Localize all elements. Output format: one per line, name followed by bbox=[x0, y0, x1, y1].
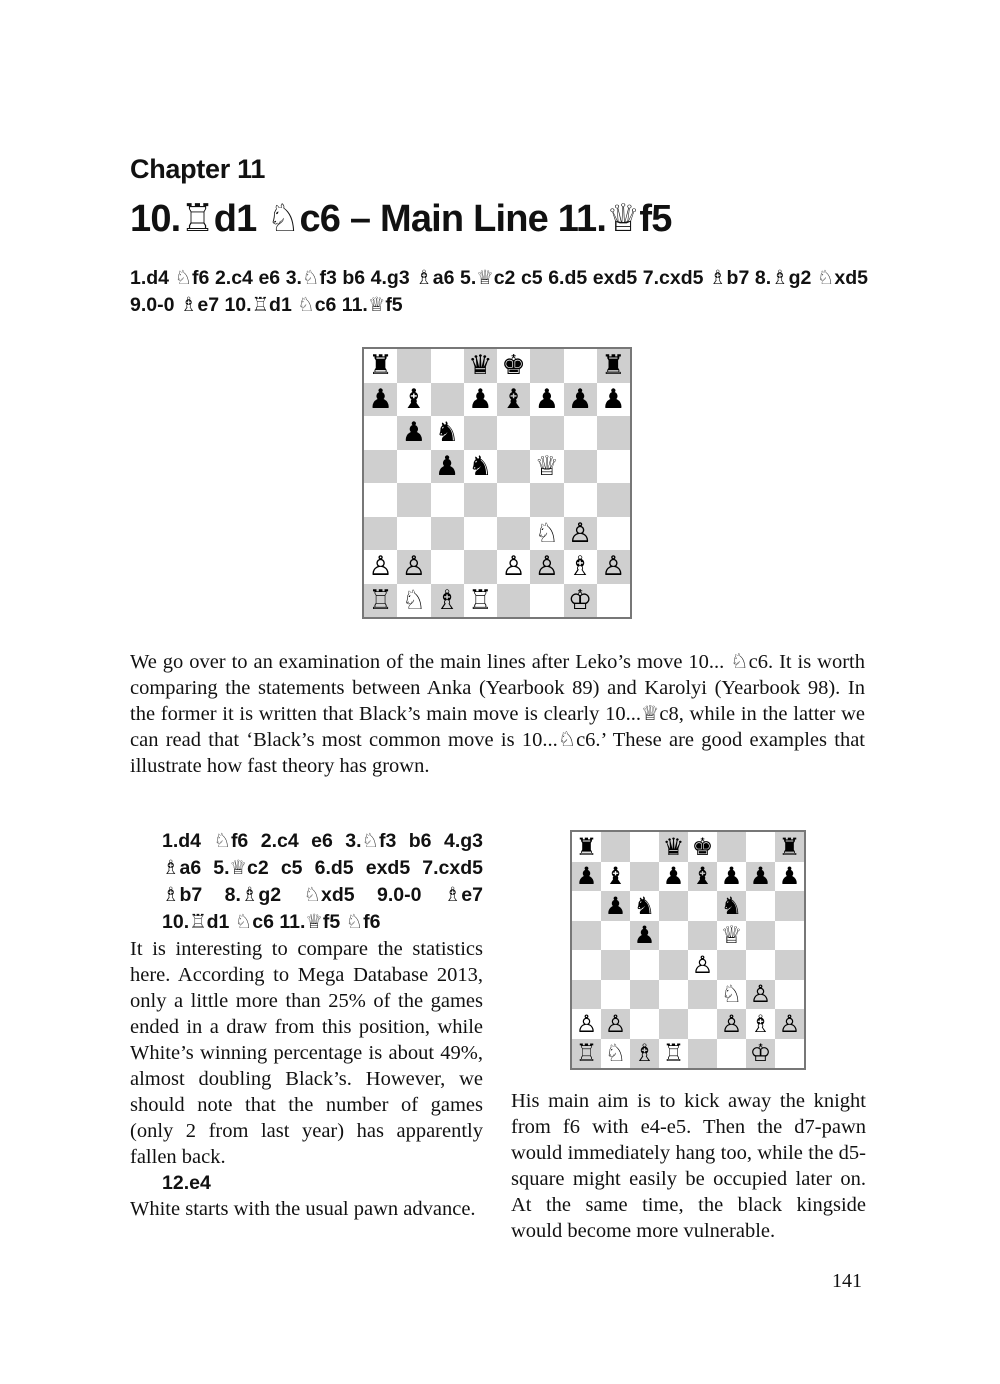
chess-diagram-main bbox=[362, 347, 632, 619]
square-g4 bbox=[564, 483, 597, 517]
chess-diagram-side bbox=[570, 830, 806, 1070]
black-rook-icon: ♜ bbox=[368, 350, 393, 382]
square-f3 bbox=[530, 517, 563, 551]
white-queen-icon: ♕ bbox=[720, 921, 743, 950]
square-b1 bbox=[397, 584, 430, 618]
square-c1 bbox=[431, 584, 464, 618]
square-c3 bbox=[431, 517, 464, 551]
white-pawn-icon: ♙ bbox=[720, 1009, 743, 1038]
square-h8 bbox=[775, 832, 804, 862]
square-e6 bbox=[497, 416, 530, 450]
square-d4 bbox=[659, 950, 688, 980]
square-d6 bbox=[464, 416, 497, 450]
white-queen-icon: ♕ bbox=[534, 450, 559, 482]
square-a4 bbox=[572, 950, 601, 980]
white-pawn-icon: ♙ bbox=[604, 1009, 627, 1038]
square-g7 bbox=[746, 862, 775, 892]
square-b4 bbox=[397, 483, 430, 517]
square-a2 bbox=[364, 550, 397, 584]
square-e8 bbox=[497, 349, 530, 383]
square-h4 bbox=[597, 483, 630, 517]
white-pawn-icon: ♙ bbox=[691, 950, 714, 979]
square-b7 bbox=[601, 862, 630, 892]
square-a4 bbox=[364, 483, 397, 517]
white-rook-icon: ♖ bbox=[662, 1039, 685, 1068]
square-g2 bbox=[746, 1009, 775, 1039]
white-rook-icon: ♖ bbox=[368, 584, 393, 616]
black-knight-icon: ♞ bbox=[720, 891, 743, 920]
square-e1 bbox=[497, 584, 530, 618]
square-a5 bbox=[572, 921, 601, 951]
square-g5 bbox=[564, 450, 597, 484]
square-b6 bbox=[601, 891, 630, 921]
square-g6 bbox=[564, 416, 597, 450]
square-d6 bbox=[659, 891, 688, 921]
white-pawn-icon: ♙ bbox=[534, 551, 559, 583]
square-f7 bbox=[717, 862, 746, 892]
black-pawn-icon: ♟ bbox=[575, 862, 598, 891]
move-heading: 12.e4 bbox=[162, 1172, 211, 1194]
page-number: 141 bbox=[832, 1270, 862, 1292]
square-b2 bbox=[601, 1009, 630, 1039]
square-b5 bbox=[601, 921, 630, 951]
white-pawn-icon: ♙ bbox=[401, 551, 426, 583]
square-e4 bbox=[688, 950, 717, 980]
white-pawn-icon: ♙ bbox=[368, 551, 393, 583]
square-h2 bbox=[775, 1009, 804, 1039]
square-b6 bbox=[397, 416, 430, 450]
square-h5 bbox=[775, 921, 804, 951]
black-pawn-icon: ♟ bbox=[534, 383, 559, 415]
white-rook-icon: ♖ bbox=[468, 584, 493, 616]
white-pawn-icon: ♙ bbox=[601, 551, 626, 583]
black-knight-icon: ♞ bbox=[468, 450, 493, 482]
square-d8 bbox=[464, 349, 497, 383]
square-g1 bbox=[564, 584, 597, 618]
intro-paragraph: We go over to an examination of the main lines after Leko’s move 10... ♘c6. It is worth comparing the statements between Anka (Yearbook 89) and Karolyi (Yearbook 98). In the former it is written that Black’s main move is clearly 10...♕c8, while in the latter we can read that ‘Black’s most common move is 10...♘c6.’ These are good examples that illustrate how fast theory has grown. bbox=[130, 651, 865, 777]
square-e6 bbox=[688, 891, 717, 921]
square-f1 bbox=[717, 1039, 746, 1069]
square-g2 bbox=[564, 550, 597, 584]
black-pawn-icon: ♟ bbox=[778, 862, 801, 891]
white-pawn-icon: ♙ bbox=[501, 551, 526, 583]
square-e4 bbox=[497, 483, 530, 517]
square-e1 bbox=[688, 1039, 717, 1069]
square-f1 bbox=[530, 584, 563, 618]
square-d2 bbox=[464, 550, 497, 584]
square-c4 bbox=[630, 950, 659, 980]
square-f7 bbox=[530, 383, 563, 417]
square-f8 bbox=[717, 832, 746, 862]
square-e2 bbox=[688, 1009, 717, 1039]
right-column-paragraph: His main aim is to kick away the knight from f6 with e4-e5. Then the d7-pawn would immediately hang too, while the d5-square might easily be occupied later on. At the same time, the black kingside would become more vulnerable. bbox=[511, 1090, 866, 1242]
square-d4 bbox=[464, 483, 497, 517]
square-e2 bbox=[497, 550, 530, 584]
white-pawn-icon: ♙ bbox=[778, 1009, 801, 1038]
black-pawn-icon: ♟ bbox=[604, 891, 627, 920]
white-rook-icon: ♖ bbox=[575, 1039, 598, 1068]
square-g8 bbox=[564, 349, 597, 383]
square-h1 bbox=[775, 1039, 804, 1069]
square-c2 bbox=[630, 1009, 659, 1039]
square-h2 bbox=[597, 550, 630, 584]
black-queen-icon: ♛ bbox=[468, 350, 493, 382]
square-a7 bbox=[572, 862, 601, 892]
square-a8 bbox=[572, 832, 601, 862]
square-g1 bbox=[746, 1039, 775, 1069]
chapter-label: Chapter 11 bbox=[130, 154, 266, 184]
square-a1 bbox=[364, 584, 397, 618]
square-c5 bbox=[630, 921, 659, 951]
square-b2 bbox=[397, 550, 430, 584]
black-pawn-icon: ♟ bbox=[435, 450, 460, 482]
square-b5 bbox=[397, 450, 430, 484]
square-b1 bbox=[601, 1039, 630, 1069]
square-e7 bbox=[688, 862, 717, 892]
black-pawn-icon: ♟ bbox=[749, 862, 772, 891]
square-c8 bbox=[431, 349, 464, 383]
square-e7 bbox=[497, 383, 530, 417]
black-knight-icon: ♞ bbox=[633, 891, 656, 920]
square-g6 bbox=[746, 891, 775, 921]
black-pawn-icon: ♟ bbox=[468, 383, 493, 415]
square-a3 bbox=[364, 517, 397, 551]
square-d2 bbox=[659, 1009, 688, 1039]
black-bishop-icon: ♝ bbox=[501, 383, 526, 415]
white-king-icon: ♔ bbox=[749, 1039, 772, 1068]
square-h7 bbox=[775, 862, 804, 892]
pawn-advance-paragraph: White starts with the usual pawn advance. bbox=[130, 1198, 476, 1220]
square-d8 bbox=[659, 832, 688, 862]
square-e3 bbox=[497, 517, 530, 551]
square-b3 bbox=[601, 980, 630, 1010]
black-bishop-icon: ♝ bbox=[401, 383, 426, 415]
white-knight-icon: ♘ bbox=[401, 584, 426, 616]
square-f5 bbox=[717, 921, 746, 951]
square-a3 bbox=[572, 980, 601, 1010]
black-knight-icon: ♞ bbox=[435, 417, 460, 449]
white-bishop-icon: ♗ bbox=[568, 551, 593, 583]
white-pawn-icon: ♙ bbox=[749, 980, 772, 1009]
square-h4 bbox=[775, 950, 804, 980]
black-rook-icon: ♜ bbox=[778, 832, 801, 861]
square-f4 bbox=[530, 483, 563, 517]
square-d7 bbox=[464, 383, 497, 417]
square-d1 bbox=[659, 1039, 688, 1069]
left-column bbox=[130, 828, 483, 1222]
square-c3 bbox=[630, 980, 659, 1010]
square-e5 bbox=[497, 450, 530, 484]
black-pawn-icon: ♟ bbox=[368, 383, 393, 415]
square-g4 bbox=[746, 950, 775, 980]
square-g7 bbox=[564, 383, 597, 417]
variation-moves: 1.d4 ♘f6 2.c4 e6 3.♘f3 b6 4.g3 ♗a6 5.♕c2 c5 6.d5 exd5 7.cxd5 ♗b7 8.♗g2 ♘xd5 9.0-0 ♗e7 10.♖d1 ♘c6 11.♕f5 ♘f6 bbox=[162, 830, 483, 933]
square-c8 bbox=[630, 832, 659, 862]
black-king-icon: ♚ bbox=[691, 832, 714, 861]
square-f5 bbox=[530, 450, 563, 484]
square-a6 bbox=[572, 891, 601, 921]
square-c7 bbox=[431, 383, 464, 417]
square-b3 bbox=[397, 517, 430, 551]
square-c7 bbox=[630, 862, 659, 892]
white-bishop-icon: ♗ bbox=[633, 1039, 656, 1068]
square-h1 bbox=[597, 584, 630, 618]
square-g3 bbox=[746, 980, 775, 1010]
square-a6 bbox=[364, 416, 397, 450]
square-c5 bbox=[431, 450, 464, 484]
white-knight-icon: ♘ bbox=[534, 517, 559, 549]
square-a7 bbox=[364, 383, 397, 417]
black-pawn-icon: ♟ bbox=[601, 383, 626, 415]
square-d7 bbox=[659, 862, 688, 892]
black-rook-icon: ♜ bbox=[601, 350, 626, 382]
square-g3 bbox=[564, 517, 597, 551]
intro-moves: 1.d4 ♘f6 2.c4 e6 3.♘f3 b6 4.g3 ♗a6 5.♕c2 c5 6.d5 exd5 7.cxd5 ♗b7 8.♗g2 ♘xd5 9.0-0 ♗e7 10.♖d1 ♘c6 11.♕f5 bbox=[130, 267, 868, 316]
chapter-title: 10.♖d1 ♘c6 – Main Line 11.♕f5 bbox=[130, 198, 672, 240]
black-pawn-icon: ♟ bbox=[633, 921, 656, 950]
square-c1 bbox=[630, 1039, 659, 1069]
square-f4 bbox=[717, 950, 746, 980]
square-g8 bbox=[746, 832, 775, 862]
square-e8 bbox=[688, 832, 717, 862]
square-f8 bbox=[530, 349, 563, 383]
square-h3 bbox=[775, 980, 804, 1010]
square-a2 bbox=[572, 1009, 601, 1039]
square-f6 bbox=[530, 416, 563, 450]
square-e3 bbox=[688, 980, 717, 1010]
square-d3 bbox=[464, 517, 497, 551]
square-e5 bbox=[688, 921, 717, 951]
square-f2 bbox=[717, 1009, 746, 1039]
square-d1 bbox=[464, 584, 497, 618]
square-h6 bbox=[775, 891, 804, 921]
black-king-icon: ♚ bbox=[501, 350, 526, 382]
square-f2 bbox=[530, 550, 563, 584]
black-queen-icon: ♛ bbox=[662, 832, 685, 861]
white-bishop-icon: ♗ bbox=[435, 584, 460, 616]
black-pawn-icon: ♟ bbox=[720, 862, 743, 891]
square-b7 bbox=[397, 383, 430, 417]
square-c2 bbox=[431, 550, 464, 584]
square-d5 bbox=[659, 921, 688, 951]
square-b4 bbox=[601, 950, 630, 980]
black-rook-icon: ♜ bbox=[575, 832, 598, 861]
square-f3 bbox=[717, 980, 746, 1010]
square-h6 bbox=[597, 416, 630, 450]
square-h8 bbox=[597, 349, 630, 383]
white-bishop-icon: ♗ bbox=[749, 1009, 772, 1038]
square-b8 bbox=[397, 349, 430, 383]
square-h5 bbox=[597, 450, 630, 484]
square-g5 bbox=[746, 921, 775, 951]
black-pawn-icon: ♟ bbox=[568, 383, 593, 415]
square-b8 bbox=[601, 832, 630, 862]
black-bishop-icon: ♝ bbox=[604, 862, 627, 891]
square-h3 bbox=[597, 517, 630, 551]
square-d3 bbox=[659, 980, 688, 1010]
black-pawn-icon: ♟ bbox=[662, 862, 685, 891]
white-knight-icon: ♘ bbox=[720, 980, 743, 1009]
square-c4 bbox=[431, 483, 464, 517]
square-a8 bbox=[364, 349, 397, 383]
square-c6 bbox=[431, 416, 464, 450]
white-knight-icon: ♘ bbox=[604, 1039, 627, 1068]
black-bishop-icon: ♝ bbox=[691, 862, 714, 891]
white-pawn-icon: ♙ bbox=[575, 1009, 598, 1038]
white-pawn-icon: ♙ bbox=[568, 517, 593, 549]
statistics-paragraph: It is interesting to compare the statistics here. According to Mega Database 2013, only a little more than 25% of the games ended in a draw from this position, while White’s winning percentage is about 49%, almost doubling Black’s. However, we should note that the number of games (only 2 from last year) has apparently fallen back. bbox=[130, 938, 483, 1168]
square-h7 bbox=[597, 383, 630, 417]
black-pawn-icon: ♟ bbox=[401, 417, 426, 449]
square-d5 bbox=[464, 450, 497, 484]
square-a1 bbox=[572, 1039, 601, 1069]
white-king-icon: ♔ bbox=[568, 584, 593, 616]
square-a5 bbox=[364, 450, 397, 484]
square-c6 bbox=[630, 891, 659, 921]
square-f6 bbox=[717, 891, 746, 921]
